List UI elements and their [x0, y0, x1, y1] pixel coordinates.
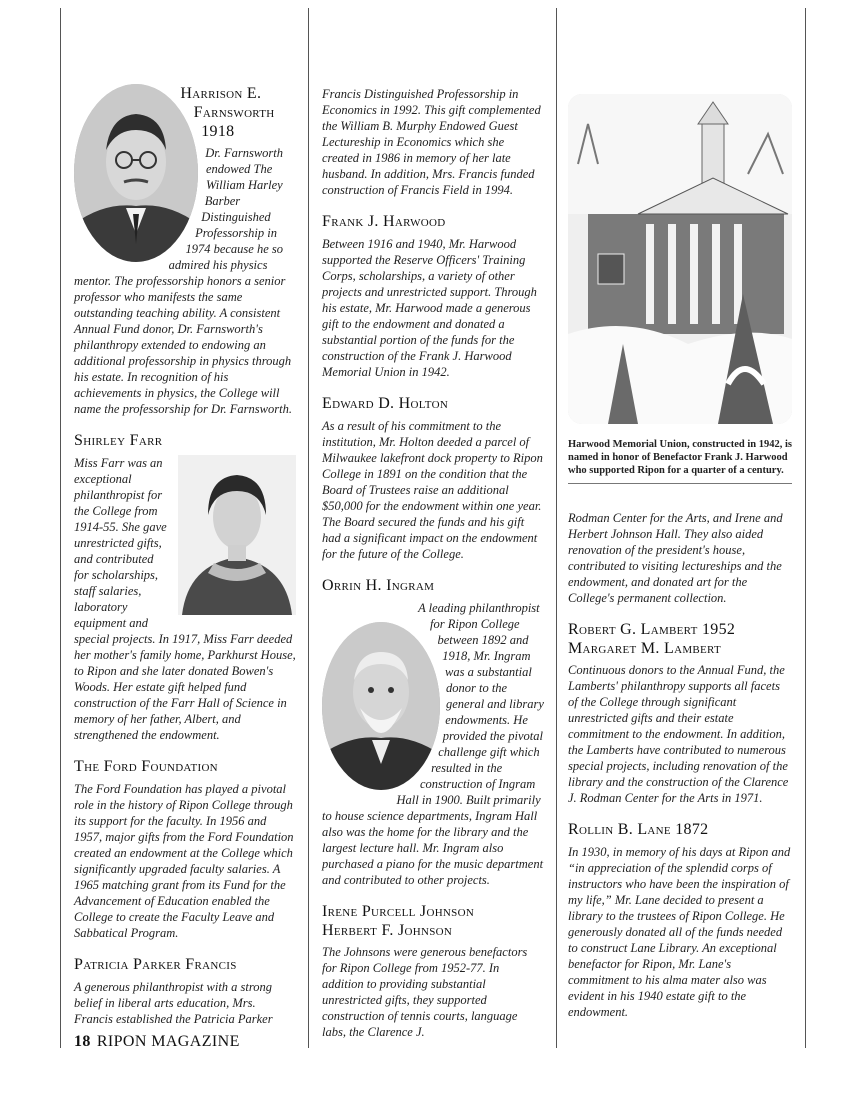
name-holton: Edward D. Holton [322, 395, 449, 412]
text-ford: The Ford Foundation has played a pivotal role in the history of Ripon College through its support for the faculty. In 1956 and 1957, major gifts from the Ford Foundation created an endowment at the College which significantly upgraded faculty salaries. A 1965 matching grant from its Fund for the Advancement of Education enabled the College to create the Faculty Leave and Sabbatical Program. [74, 782, 294, 940]
column-rule-2 [556, 8, 557, 1048]
name-farnsworth: Harrison E. Farnsworth [180, 85, 275, 121]
bearded-man-portrait-icon [322, 622, 440, 790]
column-rule-right [805, 8, 806, 1048]
magazine-title: RIPON MAGAZINE [96, 1033, 240, 1050]
entry-farnsworth [74, 84, 296, 417]
entry-harwood [322, 212, 544, 380]
woman-portrait-icon [178, 455, 296, 615]
column-3 [568, 94, 792, 1034]
page-footer [74, 1033, 240, 1051]
entry-ingram [322, 576, 544, 888]
entry-francis [74, 955, 296, 1027]
entry-lane [568, 820, 792, 1020]
name-ingram: Orrin H. Ingram [322, 577, 435, 594]
text-ingram: A leading philanthropist for Ripon College between 1892 and 1918, Mr. Ingram was a substantial donor to the general and library endowments. He provided the pivotal challenge gift which resulted in the construction of Ingram Hall in 1900. Built primarily to house science departments, Ingram Hall also was the home for the library and the largest lecture hall. Mr. Ingram also purchased a piano for the music department and contributed to other projects. [322, 601, 544, 887]
column-2 [322, 86, 544, 1054]
column-1 [74, 38, 296, 1041]
text-harwood: Between 1916 and 1940, Mr. Harwood supported the Reserve Officers' Training Corps, scholarships, a variety of other projects and unrestricted support. Through his estate, Mr. Harwood made a generous gift to the endowment and donated a substantial portion of the funds for the construction of the Frank J. Harwood Memorial Union in 1942. [322, 237, 537, 379]
column-rule-left [60, 8, 61, 1048]
page-number: 18 [74, 1033, 91, 1050]
entry-holton [322, 394, 544, 562]
entry-johnson-continued [568, 510, 792, 606]
name-lane: Rollin B. Lane 1872 [568, 821, 709, 838]
column-rule-1 [308, 8, 309, 1048]
text-holton: As a result of his commitment to the institution, Mr. Holton deeded a parcel of Milwaukee lakefront dock property to Ripon College in 1891 on the condition that the Board of Trustees raise an additional $50,000 for the endowment within one year. The Board secured the funds and his gift had a significant impact on the endowment for the future of the College. [322, 419, 543, 561]
name-robert-lambert: Robert G. Lambert 1952 [568, 621, 736, 638]
text-lambert: Continuous donors to the Annual Fund, the Lamberts' philanthropy supports all facets of the College through significant unrestricted gifts and their estate commitment to the endowment. In addition, the Lamberts have contributed to numerous special projects, including renovation of the library and the construction of the Clarence J. Rodman Center for the Arts in 1971. [568, 663, 789, 805]
building-snow-icon [568, 94, 792, 424]
entry-farr [74, 431, 296, 743]
name-francis: Patricia Parker Francis [74, 956, 237, 973]
photo-harwood-union [568, 94, 792, 424]
name-harwood: Frank J. Harwood [322, 213, 446, 230]
text-francis-continued: Francis Distinguished Professorship in Economics in 1992. This gift complemented the William B. Murphy Endowed Guest Lectureship in Economics which she created in 1986 in memory of her late husband. In addition, Mrs. Francis funded construction of Francis Field in 1994. [322, 87, 541, 197]
name-margaret-lambert: Margaret M. Lambert [568, 640, 722, 657]
text-farnsworth: Dr. Farnsworth endowed The William Harley Barber Distinguished Professorship in 1974 because he so admired his physics mentor. The professorship honors a senior professor who manifests the same outstanding teaching ability. A consistent Annual Fund donor, Dr. Farnsworth's philanthropy extended to endowing an additional professorship in physics through his estate. In recognition of his achievements in physics, the College will name the professorship for Dr. Farnsworth. [74, 146, 292, 416]
photo-caption: Harwood Memorial Union, constructed in 1942, is named in honor of Benefactor Frank J. Harwood who supported Ripon for a quarter of a century. [568, 438, 792, 484]
portrait-farr [178, 455, 296, 615]
portrait-ingram [322, 622, 440, 790]
text-francis: A generous philanthropist with a strong belief in liberal arts education, Mrs. Francis established the Patricia Parker [74, 980, 273, 1026]
name-farr: Shirley Farr [74, 432, 163, 449]
entry-johnson [322, 902, 544, 1040]
portrait-farnsworth [74, 84, 198, 262]
name-herbert-johnson: Herbert F. Johnson [322, 922, 453, 939]
entry-francis-continued [322, 86, 544, 198]
text-lane: In 1930, in memory of his days at Ripon and “in appreciation of the splendid corps of instructors who have been the inspiration of my life,” Mr. Lane decided to present a library to the trustees of Ripon College. He generously donated all of the funds needed to construct Lane Library. An exceptional benefactor for Ripon, Mr. Lane's commitment to his alma mater also was evident in his 1940 estate gift to the endowment. [568, 845, 791, 1019]
entry-lambert [568, 620, 792, 806]
name-irene-johnson: Irene Purcell Johnson [322, 903, 475, 920]
name-ford: The Ford Foundation [74, 758, 218, 775]
text-johnson-continued: Rodman Center for the Arts, and Irene and Herbert Johnson Hall. They also aided renovation of the president's house, contributed to visiting lectureships and the endowment, and donated art for the College's permanent collection. [568, 511, 783, 605]
entry-ford [74, 757, 296, 941]
text-farr: Miss Farr was an exceptional philanthropist for the College from 1914-55. She gave unrestricted gifts, and contributed for scholarships, staff salaries, laboratory equipment and special projects. In 1917, Miss Farr deeded her mother's family home, Parkhurst House, to Ripon and she later donated Bowen's Woods. Her estate gift helped fund construction of the Farr Hall of Science in memory of her father, Albert, and strengthened the endowment. [74, 456, 296, 742]
man-portrait-icon [74, 84, 198, 262]
text-johnson: The Johnsons were generous benefactors for Ripon College from 1952-77. In addition to providing substantial unrestricted gifts, they supported construction of tennis courts, language labs, the Clarence J. [322, 945, 528, 1039]
year-farnsworth: 1918 [201, 123, 235, 140]
